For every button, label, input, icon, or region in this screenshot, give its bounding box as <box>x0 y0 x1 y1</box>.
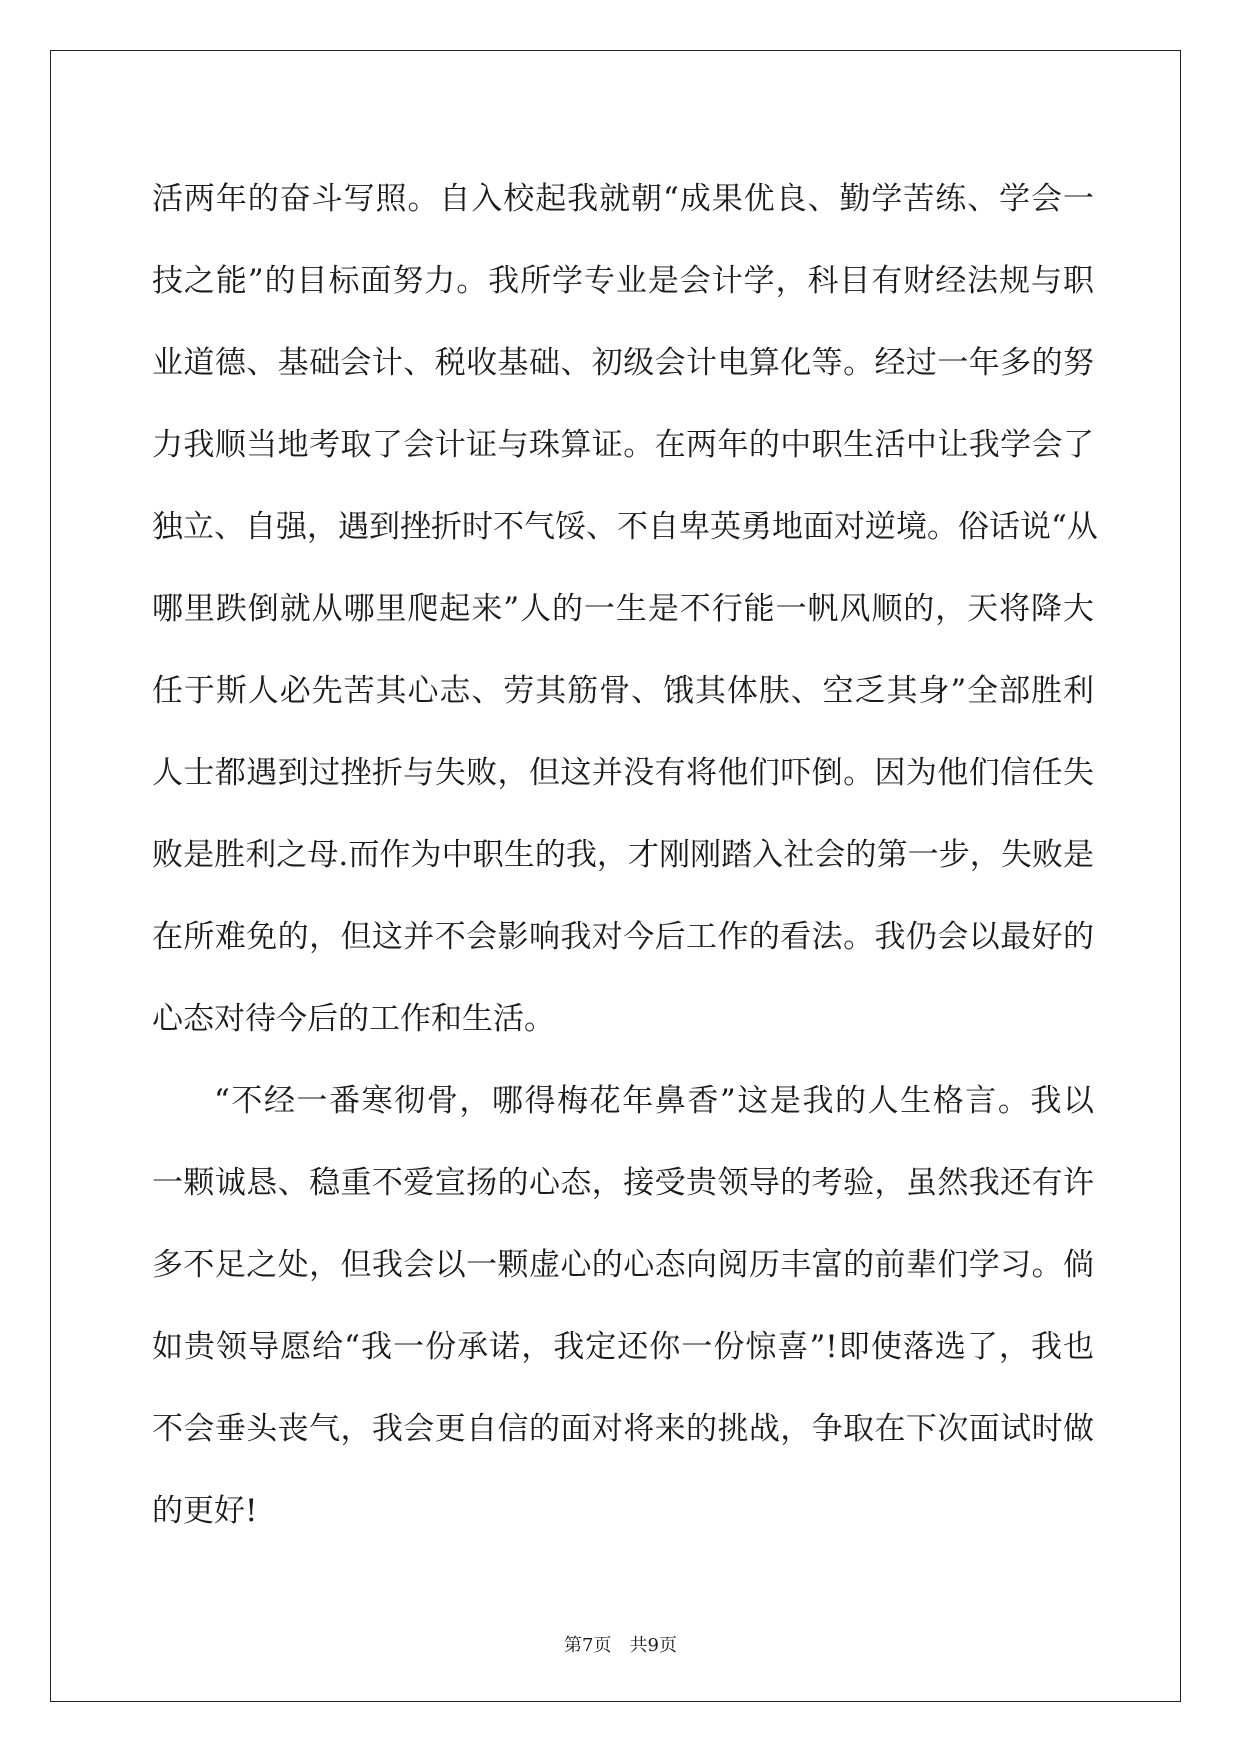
text-line: 如贵领导愿给“我一份承诺，我定还你一份惊喜”!即使落选了，我也 <box>152 1329 1094 1365</box>
text-line: 人士都遇到过挫折与失败，但这并没有将他们吓倒。因为他们信任失 <box>152 755 1094 791</box>
text-line: 独立、自强，遇到挫折时不气馁、不自卑英勇地面对逆境。俗话说“从 <box>152 509 1098 545</box>
text-line: 的更好! <box>152 1493 258 1529</box>
text-line: 一颗诚恳、稳重不爱宣扬的心态，接受贵领导的考验，虽然我还有许 <box>152 1165 1094 1201</box>
page-footer <box>0 1631 1241 1657</box>
text-line: 心态对待今后的工作和生活。 <box>152 1001 555 1037</box>
text-line: 败是胜利之母.而作为中职生的我，才刚刚踏入社会的第一步，失败是 <box>152 837 1094 873</box>
page-number-current: 第7页 <box>564 1635 612 1656</box>
text-line: 力我顺当地考取了会计证与珠算证。在两年的中职生活中让我学会了 <box>152 427 1094 463</box>
paragraph-2 <box>152 1060 1094 1552</box>
text-line: “不经一番寒彻骨，哪得梅花年鼻香”这是我的人生格言。我以 <box>214 1083 1094 1119</box>
text-line: 不会垂头丧气，我会更自信的面对将来的挑战，争取在下次面试时做 <box>152 1411 1094 1447</box>
text-line: 哪里跌倒就从哪里爬起来”人的一生是不行能一帆风顺的，天将降大 <box>152 591 1094 627</box>
document-body <box>152 158 1098 1552</box>
paragraph-1 <box>152 158 1098 1060</box>
text-line: 在所难免的，但这并不会影响我对今后工作的看法。我仍会以最好的 <box>152 919 1094 955</box>
text-line: 技之能”的目标面努力。我所学专业是会计学，科目有财经法规与职 <box>152 263 1094 299</box>
text-line: 任于斯人必先苦其心志、劳其筋骨、饿其体肤、空乏其身”全部胜利 <box>152 673 1094 709</box>
page-number-total: 共9页 <box>629 1635 677 1656</box>
text-line: 活两年的奋斗写照。自入校起我就朝“成果优良、勤学苦练、学会一 <box>152 181 1094 217</box>
text-line: 业道德、基础会计、税收基础、初级会计电算化等。经过一年多的努 <box>152 345 1094 381</box>
text-line: 多不足之处，但我会以一颗虚心的心态向阅历丰富的前辈们学习。倘 <box>152 1247 1094 1283</box>
